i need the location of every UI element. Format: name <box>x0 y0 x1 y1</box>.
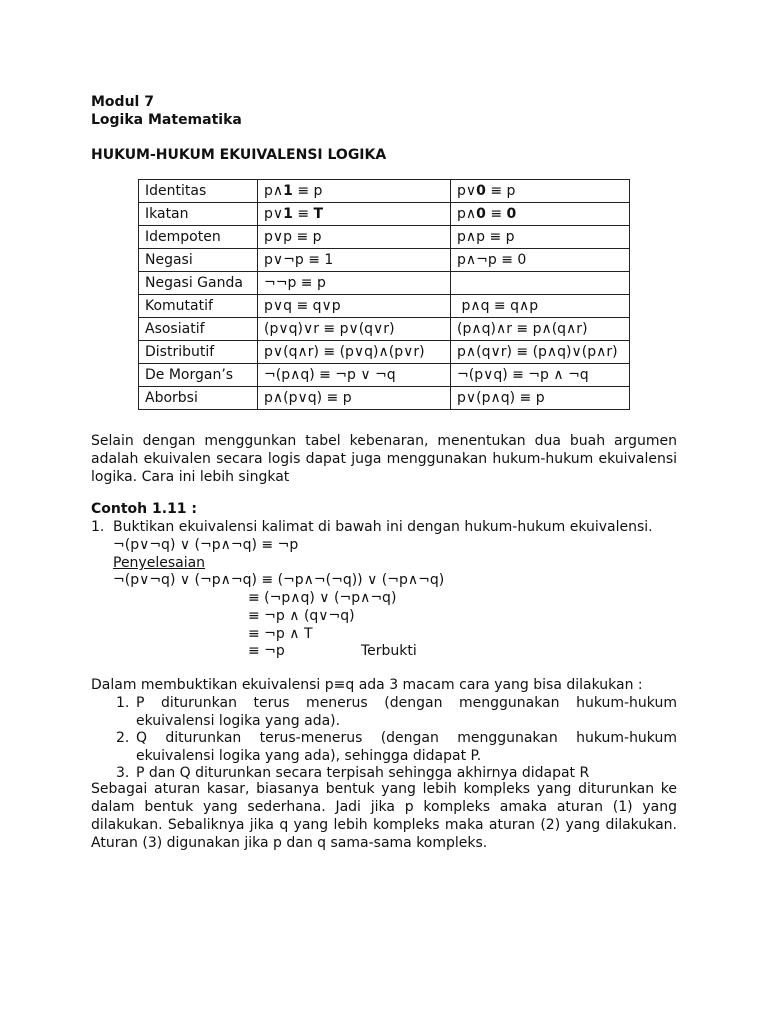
law-form-a-cell: ¬(p∧q) ≡ ¬p ∨ ¬q <box>258 364 451 387</box>
law-name-cell: Asosiatif <box>139 318 258 341</box>
law-row <box>139 249 630 272</box>
law-name-cell: Negasi <box>139 249 258 272</box>
law-form-b-cell <box>451 272 630 295</box>
example-title: Contoh 1.11 : <box>91 501 198 517</box>
law-form-b-cell: p∧0 ≡ 0 <box>451 203 630 226</box>
law-name-cell: Idempoten <box>139 226 258 249</box>
closing-line: Aturan (3) digunakan jika p dan q sama-sama kompleks. <box>91 835 488 851</box>
example-item-text: Buktikan ekuivalensi kalimat di bawah ini dengan hukum-hukum ekuivalensi. <box>113 519 653 535</box>
law-form-a-cell: p∨q ≡ q∨p <box>258 295 451 318</box>
law-form-a-cell: p∨p ≡ p <box>258 226 451 249</box>
law-form-b-cell: p∧p ≡ p <box>451 226 630 249</box>
law-row <box>139 295 630 318</box>
method-item <box>136 729 677 765</box>
proof-step: ≡ ¬p ∧ T <box>248 626 313 642</box>
law-row <box>139 180 630 203</box>
law-form-b-cell: p∧q ≡ q∧p <box>451 295 630 318</box>
law-form-b-cell: p∨(p∧q) ≡ p <box>451 387 630 410</box>
law-row <box>139 272 630 295</box>
method-line: ekuivalensi logika yang ada). <box>136 713 341 729</box>
law-form-a-cell: p∧(p∨q) ≡ p <box>258 387 451 410</box>
proof-step: ≡ ¬p ∧ (q∨¬q) <box>248 608 355 624</box>
law-row <box>139 341 630 364</box>
law-row <box>139 387 630 410</box>
section-title: HUKUM-HUKUM EKUIVALENSI LOGIKA <box>91 147 387 163</box>
proof-step: ≡ (¬p∧q) ∨ (¬p∧¬q) <box>248 590 397 606</box>
intro-paragraph <box>91 432 677 486</box>
method-line: P diturunkan terus menerus (dengan menggunakan hukum-hukum <box>136 695 677 711</box>
law-form-b-cell: p∧¬p ≡ 0 <box>451 249 630 272</box>
law-name-cell: Aborbsi <box>139 387 258 410</box>
closing-line: Sebagai aturan kasar, biasanya bentuk yang lebih kompleks yang diturunkan ke <box>91 781 677 797</box>
law-form-b-cell: p∨0 ≡ p <box>451 180 630 203</box>
law-form-a-cell: ¬¬p ≡ p <box>258 272 451 295</box>
method-line: Q diturunkan terus-menerus (dengan menggunakan hukum-hukum <box>136 730 677 746</box>
intro-line: Selain dengan menggunkan tabel kebenaran, menentukan dua buah argumen <box>91 433 677 449</box>
method-line: P dan Q diturunkan secara terpisah sehingga akhirnya didapat R <box>136 765 590 781</box>
law-form-a-cell: (p∨q)∨r ≡ p∨(q∨r) <box>258 318 451 341</box>
example-statement: ¬(p∨¬q) ∨ (¬p∧¬q) ≡ ¬p <box>113 537 299 553</box>
law-form-a-cell: p∨1 ≡ T <box>258 203 451 226</box>
law-name-cell: Komutatif <box>139 295 258 318</box>
law-form-a-cell: p∧1 ≡ p <box>258 180 451 203</box>
equivalence-laws-table <box>138 179 630 410</box>
method-number: 3. <box>116 765 130 781</box>
law-row <box>139 203 630 226</box>
law-row <box>139 318 630 341</box>
subject-title: Logika Matematika <box>91 112 242 128</box>
proof-step: ≡ ¬p <box>248 643 285 659</box>
law-row <box>139 364 630 387</box>
law-row <box>139 226 630 249</box>
proven-label: Terbukti <box>361 643 417 659</box>
intro-line: adalah ekuivalen secara logis dapat juga menggunakan hukum-hukum ekuivalensi <box>91 451 677 467</box>
module-label: Modul 7 <box>91 94 154 110</box>
proof-step: ¬(p∨¬q) ∨ (¬p∧¬q) ≡ (¬p∧¬(¬q)) ∨ (¬p∧¬q) <box>113 572 445 588</box>
closing-line: dalam bentuk yang sederhana. Jadi jika p kompleks amaka aturan (1) yang <box>91 799 677 815</box>
law-form-b-cell: ¬(p∨q) ≡ ¬p ∧ ¬q <box>451 364 630 387</box>
law-name-cell: Negasi Ganda <box>139 272 258 295</box>
law-name-cell: Ikatan <box>139 203 258 226</box>
solution-label: Penyelesaian <box>113 555 206 571</box>
law-name-cell: De Morgan’s <box>139 364 258 387</box>
law-form-a-cell: p∨(q∧r) ≡ (p∨q)∧(p∨r) <box>258 341 451 364</box>
law-name-cell: Distributif <box>139 341 258 364</box>
law-form-b-cell: (p∧q)∧r ≡ p∧(q∧r) <box>451 318 630 341</box>
closing-paragraph <box>91 780 677 852</box>
example-item-number: 1. <box>91 519 105 535</box>
closing-line: dilakukan. Sebaliknya jika q yang lebih kompleks maka aturan (2) yang dilakukan. <box>91 817 677 833</box>
method-number: 1. <box>116 695 130 711</box>
law-form-b-cell: p∧(q∨r) ≡ (p∧q)∨(p∧r) <box>451 341 630 364</box>
method-line: ekuivalensi logika yang ada), sehingga didapat P. <box>136 748 482 764</box>
method-number: 2. <box>116 730 130 746</box>
law-name-cell: Identitas <box>139 180 258 203</box>
law-form-a-cell: p∨¬p ≡ 1 <box>258 249 451 272</box>
intro-line: logika. Cara ini lebih singkat <box>91 469 290 485</box>
method-item <box>136 694 677 730</box>
methods-intro: Dalam membuktikan ekuivalensi p≡q ada 3 macam cara yang bisa dilakukan : <box>91 677 643 693</box>
